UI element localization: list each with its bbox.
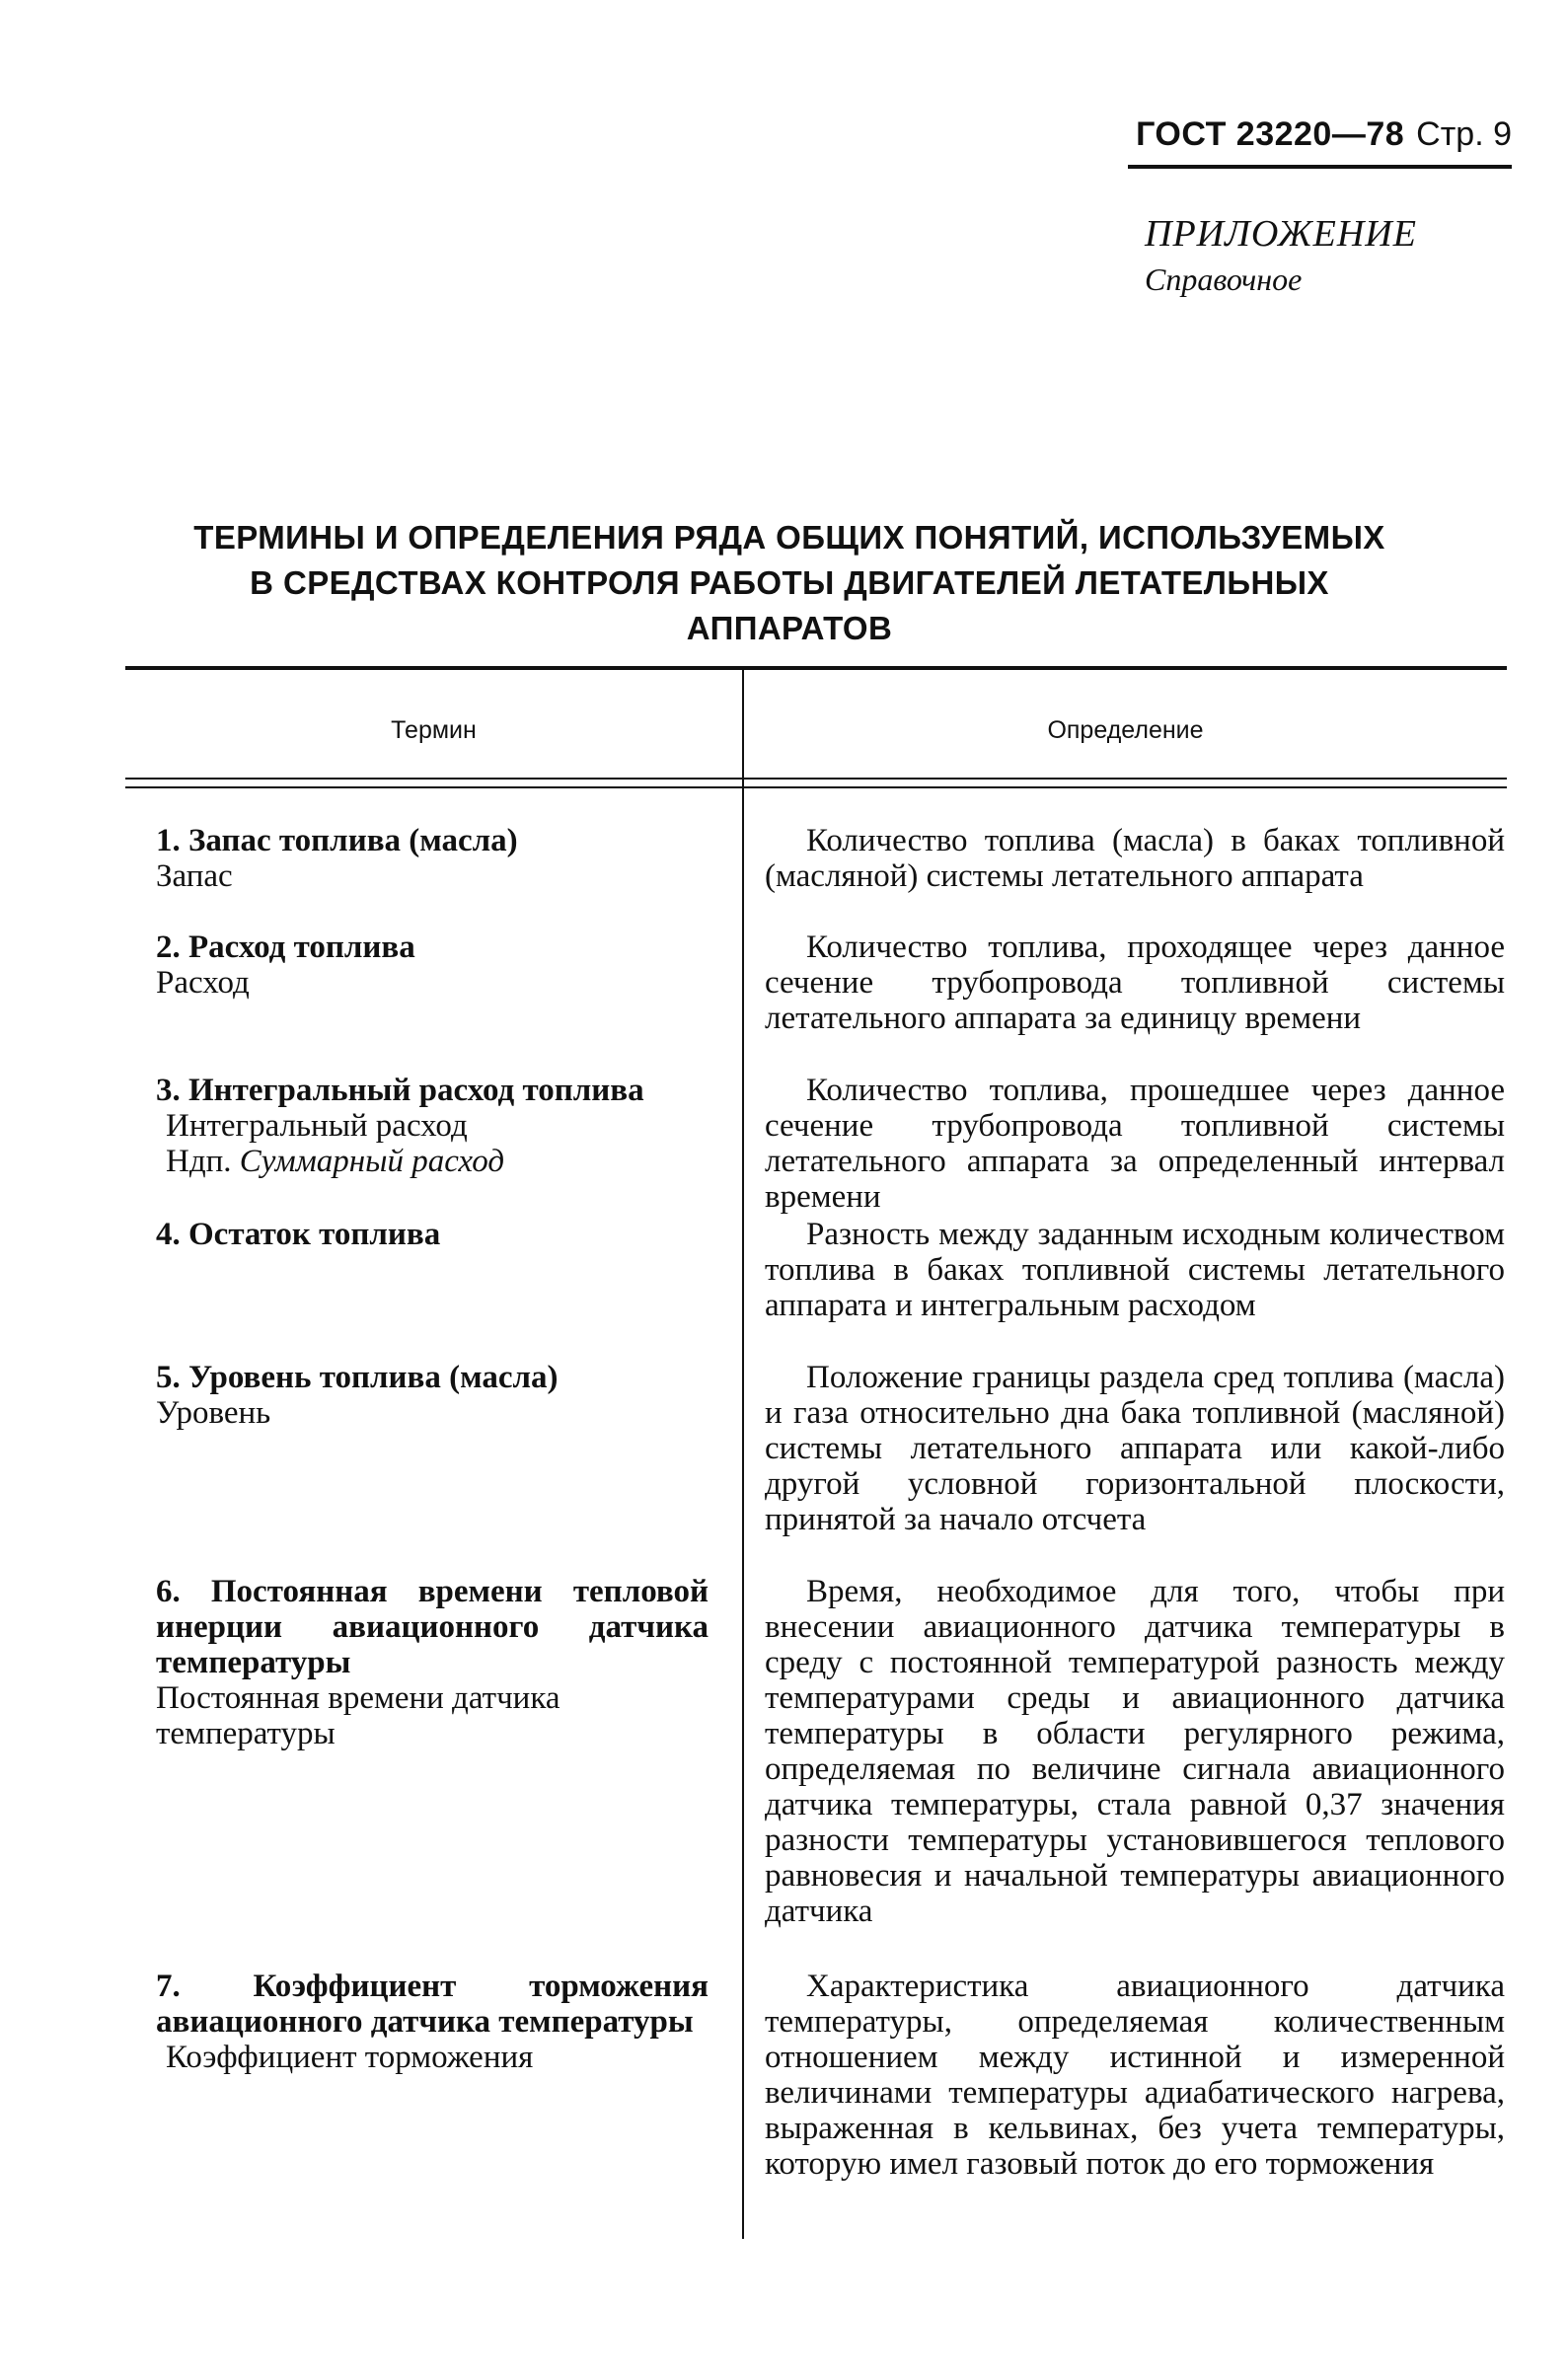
term-name: 6. Постоянная времени тепловой инерции авиационного датчика температуры bbox=[156, 1574, 709, 1680]
term-name: 2. Расход топлива bbox=[156, 929, 415, 965]
term-synonym: Коэффициент торможения bbox=[166, 2040, 534, 2075]
term-synonym: Запас bbox=[156, 858, 233, 894]
term-name: 3. Интегральный расход топлива bbox=[156, 1073, 644, 1108]
page-header bbox=[1128, 115, 1512, 154]
term-synonym: Уровень bbox=[156, 1395, 271, 1431]
standard-code: ГОСТ 23220—78 bbox=[1136, 115, 1405, 153]
forbidden-term: Суммарный расход bbox=[239, 1144, 505, 1179]
term-cell bbox=[156, 823, 709, 894]
definition-cell: Время, необходимое для того, чтобы при внесении авиационного датчика температуры в среду с постоянной температурой разность между температурами среды и авиационного датчика температуры в области регулярного режима, определяемая по величине сигнала авиационного датчика температуры, стала равной 0,37 значения разности температуры установившегося теплового равновесия и начальной температуры авиационного датчика bbox=[765, 1574, 1505, 1929]
appendix-subtitle: Справочное bbox=[1145, 261, 1303, 297]
header-rule bbox=[1128, 165, 1512, 169]
term-cell bbox=[156, 1574, 709, 1751]
definition-cell: Количество топлива (масла) в баках топливной (масляной) системы летательного аппарата bbox=[765, 823, 1505, 894]
term-synonym: Постоянная времени датчика температуры bbox=[156, 1680, 560, 1751]
appendix-label bbox=[1145, 210, 1470, 301]
document-title bbox=[118, 515, 1460, 651]
forbidden-label: Ндп. bbox=[166, 1144, 232, 1179]
term-cell bbox=[156, 929, 709, 1001]
table-header-rule-second bbox=[125, 786, 1507, 788]
column-header-definition: Определение bbox=[1047, 716, 1204, 744]
term-forbidden-synonym bbox=[156, 1144, 709, 1179]
term-name: 4. Остаток топлива bbox=[156, 1217, 441, 1252]
definition-cell: Количество топлива, проходящее через данное сечение трубопровода топливной системы летательного аппарата за единицу времени bbox=[765, 929, 1505, 1036]
definition-cell: Характеристика авиационного датчика температуры, определяемая количественным отношением между истинной и измеренной величинами температуры адиабатического нагрева, выраженная в кельвинах, без учета температуры, которую имел газовый поток до его торможения bbox=[765, 1969, 1505, 2182]
appendix-title: ПРИЛОЖЕНИЕ bbox=[1145, 213, 1417, 255]
table-header-rule bbox=[125, 778, 1507, 780]
definition-cell: Разность между заданным исходным количеством топлива в баках топливной системы летательного аппарата и интегральным расходом bbox=[765, 1217, 1505, 1323]
term-cell bbox=[156, 1969, 709, 2075]
term-synonym: Интегральный расход bbox=[166, 1108, 468, 1144]
term-name: 7. Коэффициент торможения авиационного датчика температуры bbox=[156, 1969, 709, 2040]
term-name: 5. Уровень топлива (масла) bbox=[156, 1360, 559, 1395]
term-cell bbox=[156, 1360, 709, 1431]
term-synonym: Расход bbox=[156, 965, 250, 1001]
table-top-rule bbox=[125, 666, 1507, 670]
term-name: 1. Запас топлива (масла) bbox=[156, 823, 518, 858]
column-header-term: Термин bbox=[391, 716, 477, 744]
column-divider bbox=[742, 670, 744, 2239]
document-title-line-2: В СРЕДСТВАХ КОНТРОЛЯ РАБОТЫ ДВИГАТЕЛЕЙ ЛЕТАТЕЛЬНЫХ bbox=[250, 564, 1329, 601]
document-title-line-1: ТЕРМИНЫ И ОПРЕДЕЛЕНИЯ РЯДА ОБЩИХ ПОНЯТИЙ, ИСПОЛЬЗУЕМЫХ bbox=[193, 519, 1385, 556]
document-title-line-3: АППАРАТОВ bbox=[686, 610, 893, 646]
term-cell bbox=[156, 1073, 709, 1179]
term-cell bbox=[156, 1217, 709, 1252]
page-number: Стр. 9 bbox=[1416, 115, 1512, 153]
definition-cell: Положение границы раздела сред топлива (масла) и газа относительно дна бака топливной (масляной) системы летательного аппарата или какой-либо другой условной горизонтальной плоскости, принятой за начало отсчета bbox=[765, 1360, 1505, 1537]
definition-cell: Количество топлива, прошедшее через данное сечение трубопровода топливной системы летательного аппарата за определенный интервал времени bbox=[765, 1073, 1505, 1215]
